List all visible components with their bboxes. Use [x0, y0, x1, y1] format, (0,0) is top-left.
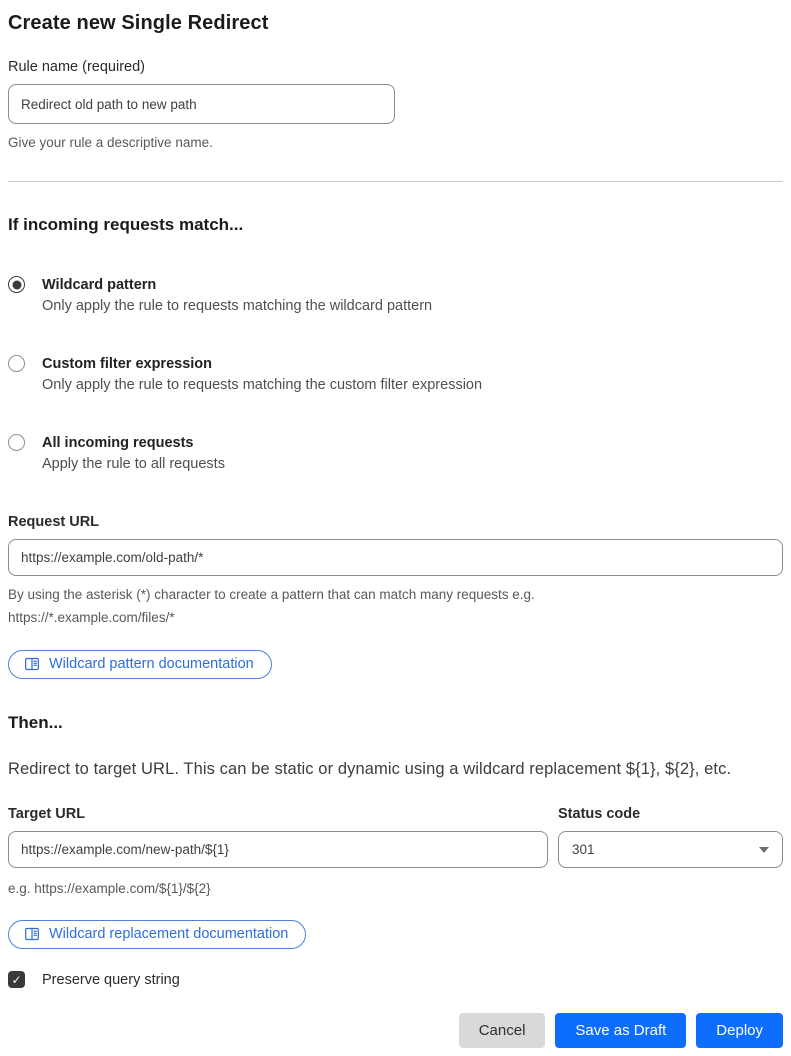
radio-option-label: Custom filter expression [42, 355, 213, 372]
request-url-help-line2: https://*.example.com/files/* [8, 610, 175, 625]
radio-option-description: Only apply the rule to requests matching the custom filter expression [42, 377, 483, 393]
doc-button-label: Wildcard replacement documentation [49, 926, 289, 942]
book-icon [24, 926, 40, 942]
target-url-input[interactable] [8, 831, 548, 868]
book-icon [24, 656, 40, 672]
match-section-heading: If incoming requests match... [8, 215, 244, 234]
wildcard-pattern-docs-button[interactable] [8, 650, 272, 679]
radio-option-custom-filter-expression[interactable] [8, 355, 783, 393]
rule-name-help: Give your rule a descriptive name. [8, 135, 213, 150]
page-title: Create new Single Redirect [8, 12, 269, 34]
then-section-description: Redirect to target URL. This can be static or dynamic using a wildcard replacement ${1}, ${2}, etc. [8, 760, 732, 778]
checkbox-checked-icon[interactable]: ✓ [8, 971, 25, 988]
status-code-label: Status code [558, 806, 641, 822]
status-code-select[interactable] [558, 831, 783, 868]
rule-name-label: Rule name (required) [8, 59, 146, 75]
chevron-down-icon [759, 847, 769, 853]
radio-option-wildcard-pattern[interactable] [8, 276, 783, 314]
section-divider [8, 181, 783, 182]
radio-option-label: All incoming requests [42, 434, 194, 451]
radio-button-icon[interactable] [8, 355, 25, 372]
radio-option-description: Only apply the rule to requests matching the wildcard pattern [42, 298, 433, 314]
radio-option-description: Apply the rule to all requests [42, 456, 225, 472]
cancel-button[interactable]: Cancel [459, 1013, 546, 1048]
request-url-input[interactable] [8, 539, 783, 576]
match-type-radio-group [8, 276, 783, 472]
radio-button-icon[interactable] [8, 434, 25, 451]
wildcard-replacement-docs-button[interactable] [8, 920, 306, 949]
rule-name-input[interactable] [8, 84, 395, 124]
save-as-draft-button[interactable]: Save as Draft [555, 1013, 686, 1048]
radio-option-all-incoming-requests[interactable] [8, 434, 783, 472]
request-url-label: Request URL [8, 514, 100, 530]
form-actions [8, 1013, 783, 1048]
doc-button-label: Wildcard pattern documentation [49, 656, 254, 672]
request-url-help [8, 583, 783, 629]
radio-button-selected-icon[interactable] [8, 276, 25, 293]
deploy-button[interactable]: Deploy [696, 1013, 783, 1048]
status-code-value: 301 [572, 842, 595, 857]
target-url-label: Target URL [8, 806, 86, 822]
radio-option-label: Wildcard pattern [42, 276, 157, 293]
then-section-heading: Then... [8, 713, 63, 732]
target-url-help: e.g. https://example.com/${1}/${2} [8, 881, 211, 896]
request-url-help-line1: By using the asterisk (*) character to create a pattern that can match many requests e.g. [8, 587, 535, 602]
preserve-query-string-option[interactable] [8, 971, 783, 988]
preserve-query-string-label: Preserve query string [42, 971, 180, 988]
